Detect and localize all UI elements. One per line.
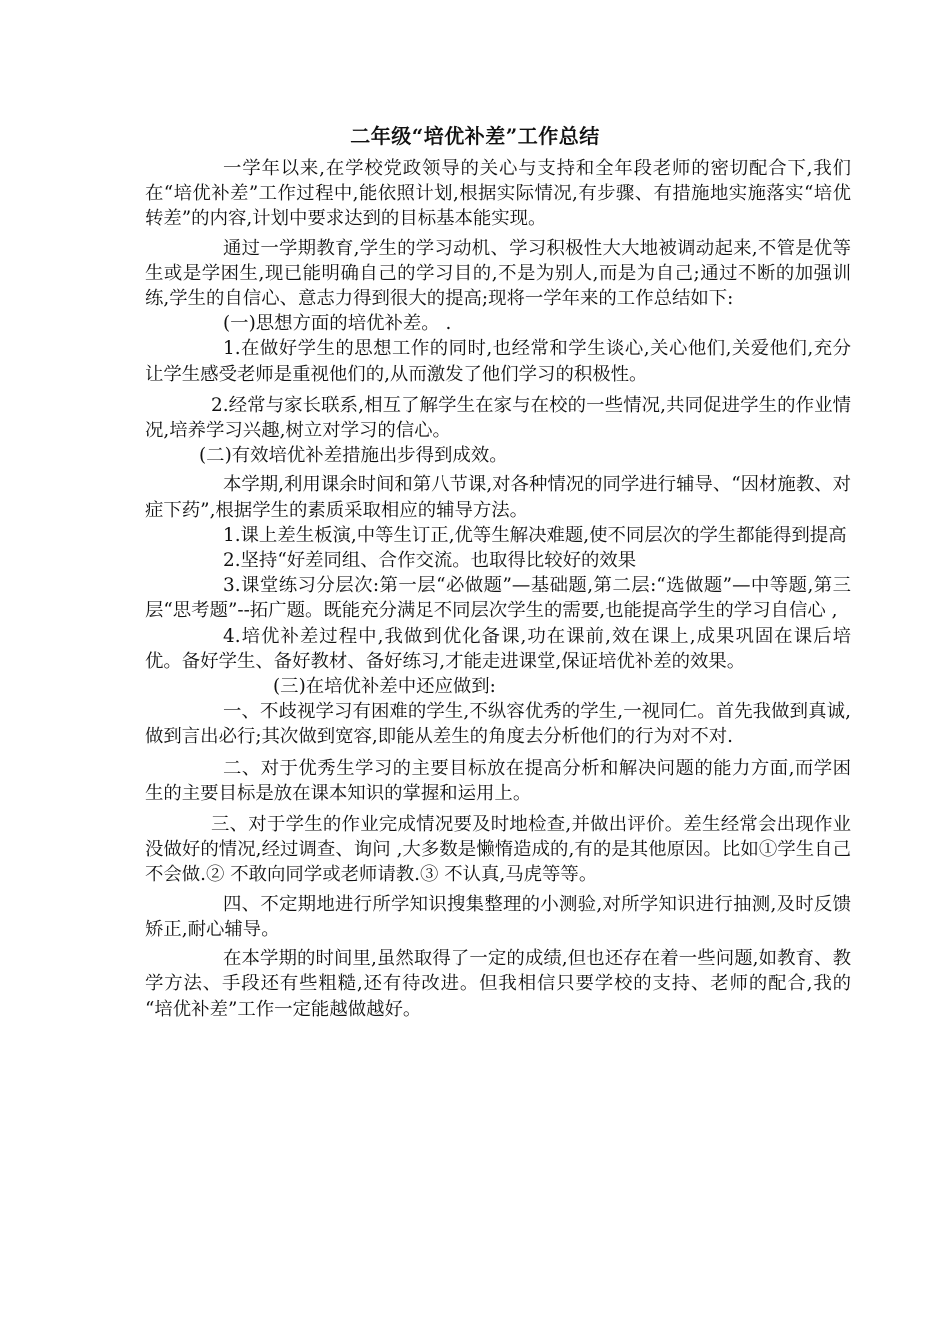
- document-title: 二年级“培优补差”工作总结: [350, 124, 600, 148]
- paragraph-item: 三、对于学生的作业完成情况要及时地检查,并做出评价。差生经常会出现作业没做好的情况,经过调查、询问 ,大多数是懒惰造成的,有的是其他原因。比如①学生自己不会做.② 不敢向同学或老师请教.③ 不认真,马虎等等。: [145, 814, 851, 886]
- paragraph-item: 2.经常与家长联系,相互了解学生在家与在校的一些情况,共同促进学生的作业情况,培养学习兴趣,树立对学习的信心。: [145, 394, 851, 442]
- paragraph-item: 四、不定期地进行所学知识搜集整理的小测验,对所学知识进行抽测,及时反馈矫正,耐心辅导。: [145, 893, 851, 940]
- paragraph-item: 1.课上差生板演,中等生订正,优等生解决难题,使不同层次的学生都能得到提高: [223, 524, 847, 546]
- paragraph-item: 二、对于优秀生学习的主要目标放在提高分析和解决问题的能力方面,而学困生的主要目标是放在课本知识的掌握和运用上。: [145, 757, 851, 804]
- paragraph-item: 4.培优补差过程中,我做到优化备课,功在课前,效在课上,成果巩固在课后培优。备好学生、备好教材、备好练习,才能走进课堂,保证培优补差的效果。: [145, 625, 851, 672]
- paragraph-item: 2.坚持“好差同组、合作交流。也取得比较好的效果: [223, 550, 637, 572]
- section-heading-3: (三)在培优补差中还应做到:: [273, 676, 496, 698]
- document-body: [145, 156, 851, 1022]
- paragraph-item: 3.课堂练习分层次:第一层“必做题”—基础题,第二层:“选做题”—中等题,第三层“思考题”--拓广题。既能充分满足不同层次学生的需要,也能提高学生的学习自信心 ,: [145, 575, 851, 622]
- paragraph-item: 1.在做好学生的思想工作的同时,也经常和学生谈心,关心他们,关爱他们,充分让学生感受老师是重视他们的,从而激发了他们学习的积极性。: [145, 338, 851, 385]
- paragraph-conclusion: 在本学期的时间里,虽然取得了一定的成绩,但也还存在着一些问题,如教育、教学方法、手段还有些粗糙,还有待改进。但我相信只要学校的支持、老师的配合,我的 “培优补差”工作一定能越做越好。: [145, 948, 851, 1020]
- paragraph-text: 本学期,利用课余时间和第八节课,对各种情况的同学进行辅导、“因材施教、对症下药”,根据学生的素质采取相应的辅导方法。: [145, 474, 851, 521]
- paragraph-item: 一、不歧视学习有困难的学生,不纵容优秀的学生,一视同仁。首先我做到真诚,做到言出必行;其次做到宽容,即能从差生的角度去分析他们的行为对不对.: [145, 701, 851, 748]
- paragraph-intro: 一学年以来,在学校党政领导的关心与支持和全年段老师的密切配合下,我们在“培优补差”工作过程中,能依照计划,根据实际情况,有步骤、有措施地实施落实“培优转差”的内容,计划中要求达到的目标基本能实现。: [145, 158, 851, 230]
- section-heading-1: (一)思想方面的培优补差。 .: [223, 313, 452, 335]
- section-heading-2: (二)有效培优补差措施出步得到成效。: [199, 445, 508, 467]
- paragraph-overview: 通过一学期教育,学生的学习动机、学习积极性大大地被调动起来,不管是优等生或是学困生,现已能明确自己的学习目的,不是为别人,而是为自己;通过不断的加强训练,学生的自信心、意志力得到很大的提高;现将一学年来的工作总结如下:: [145, 237, 851, 310]
